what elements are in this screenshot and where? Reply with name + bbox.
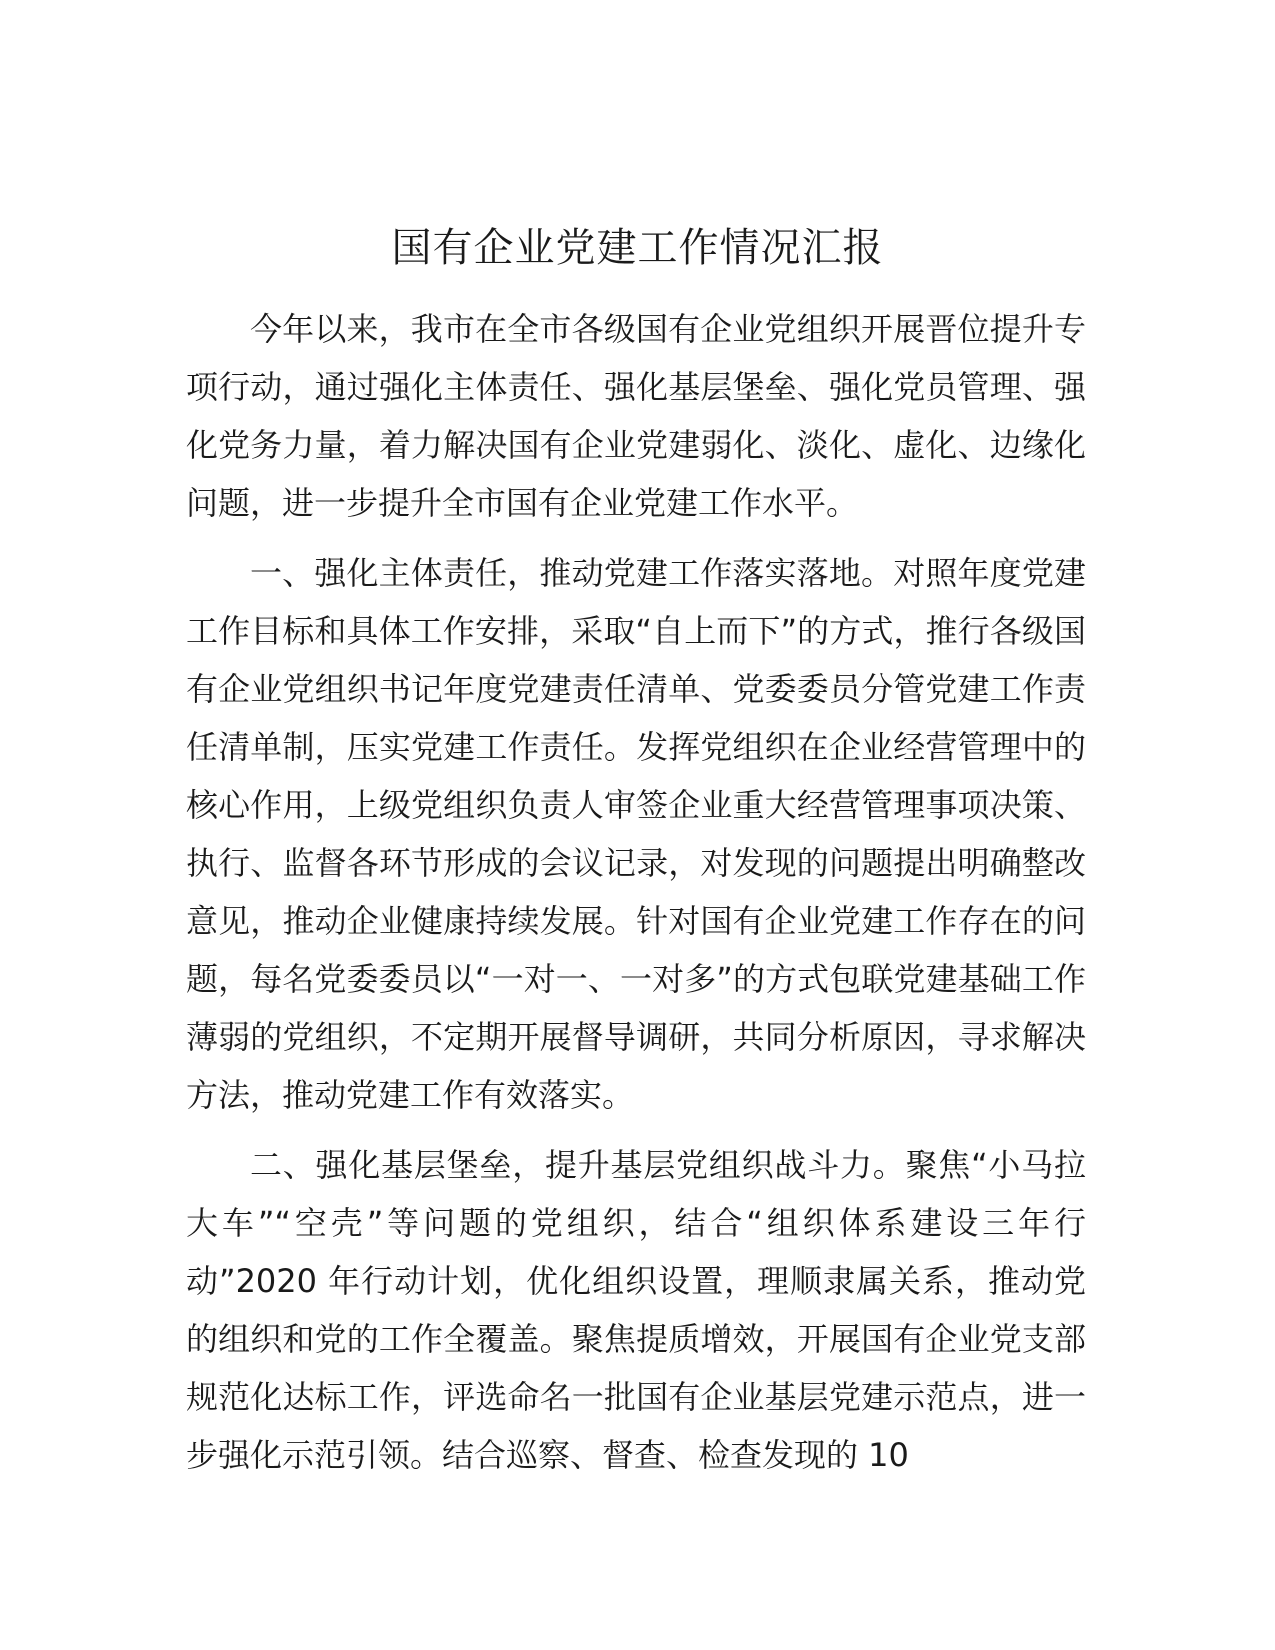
document-body bbox=[186, 300, 1086, 1496]
paragraph-section-1: 一、强化主体责任，推动党建工作落实落地。对照年度党建工作目标和具体工作安排，采取“自上而下”的方式，推行各级国有企业党组织书记年度党建责任清单、党委委员分管党建工作责任清单制，压实党建工作责任。发挥党组织在企业经营管理中的核心作用，上级党组织负责人审签企业重大经营管理事项决策、执行、监督各环节形成的会议记录，对发现的问题提出明确整改意见，推动企业健康持续发展。针对国有企业党建工作存在的问题，每名党委委员以“一对一、一对多”的方式包联党建基础工作薄弱的党组织，不定期开展督导调研，共同分析原因，寻求解决方法，推动党建工作有效落实。 bbox=[186, 554, 1086, 1114]
document-title: 国有企业党建工作情况汇报 bbox=[391, 225, 884, 271]
paragraph-intro: 今年以来，我市在全市各级国有企业党组织开展晋位提升专项行动，通过强化主体责任、强化基层堡垒、强化党员管理、强化党务力量，着力解决国有企业党建弱化、淡化、虚化、边缘化问题，进一步提升全市国有企业党建工作水平。 bbox=[186, 310, 1086, 522]
paragraph-section-2: 二、强化基层堡垒，提升基层党组织战斗力。聚焦“小马拉大车”“空壳”等问题的党组织，结合“组织体系建设三年行动”2020 年行动计划，优化组织设置，理顺隶属关系，推动党的组织和党的工作全覆盖。聚焦提质增效，开展国有企业党支部规范化达标工作，评选命名一批国有企业基层党建示范点，进一步强化示范引领。结合巡察、督查、检查发现的 10 bbox=[186, 1146, 1086, 1474]
